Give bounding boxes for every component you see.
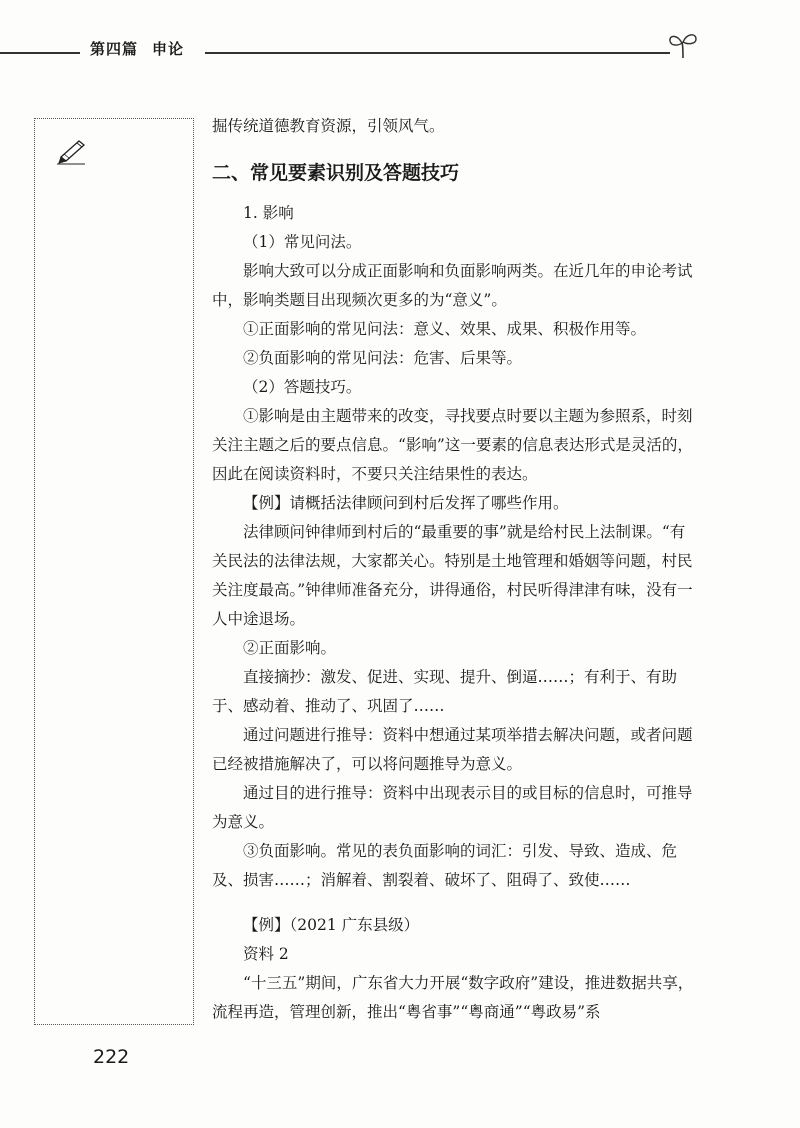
sprout-icon [665, 30, 701, 60]
material-label: 资料 2 [243, 945, 289, 963]
subheading: （1）常见问法。 [243, 233, 362, 251]
section-heading: 二、常见要素识别及答题技巧 [212, 162, 460, 184]
paragraph: ①正面影响的常见问法：意义、效果、成果、积极作用等。 [243, 320, 647, 338]
example-question: 【例】请概括法律顾问到村后发挥了哪些作用。 [243, 494, 569, 512]
paragraph: ②负面影响的常见问法：危害、后果等。 [243, 349, 523, 367]
part-label: 第四篇 [90, 40, 139, 58]
page-number: 222 [93, 1046, 130, 1068]
paragraph: “十三五”期间，广东省大力开展“数字政府”建设，推进数据共享，流程再造，管理创新，推出“粤省事”“粤商通”“粤政易”系 [212, 974, 694, 1021]
notes-margin-box [34, 118, 194, 1025]
paragraph: 直接摘抄：激发、促进、实现、提升、倒逼……；有利于、有助于、感动着、推动了、巩固了…… [212, 668, 678, 715]
header-rule-left [0, 52, 80, 54]
paragraph: ①影响是由主题带来的改变，寻找要点时要以主题为参照系，时刻关注主题之后的要点信息。“影响”这一要素的信息表达形式是灵活的，因此在阅读资料时，不要只关注结果性的表达。 [212, 407, 693, 483]
example-heading: 【例】（2021 广东县级） [243, 916, 420, 934]
item-heading: 1. 影响 [243, 204, 294, 222]
running-title [90, 38, 184, 59]
paragraph: 通过目的进行推导：资料中出现表示目的或目标的信息时，可推导为意义。 [212, 784, 693, 831]
page-body [212, 112, 700, 1027]
paragraph: 通过问题进行推导：资料中想通过某项举措去解决问题，或者问题已经被措施解决了，可以将问题推导为意义。 [212, 726, 693, 773]
page-header [0, 30, 800, 70]
pencil-icon [55, 137, 89, 165]
intro-paragraph: 掘传统道德教育资源，引领风气。 [212, 117, 445, 135]
subject-label: 申论 [152, 40, 185, 58]
paragraph: ③负面影响。常见的表负面影响的词汇：引发、导致、造成、危及、损害……；消解着、割裂着、破坏了、阻碍了、致使…… [212, 842, 678, 889]
paragraph: 法律顾问钟律师到村后的“最重要的事”就是给村民上法制课。“有关民法的法律法规，大家都关心。特别是土地管理和婚姻等问题，村民关注度最高。”钟律师准备充分，讲得通俗，村民听得津津有味，没有一人中途退场。 [212, 523, 693, 628]
subheading: （2）答题技巧。 [243, 378, 362, 396]
header-rule-right [205, 52, 670, 54]
paragraph: 影响大致可以分成正面影响和负面影响两类。在近几年的申论考试中，影响类题目出现频次更多的为“意义”。 [212, 262, 693, 309]
paragraph: ②正面影响。 [243, 639, 337, 657]
